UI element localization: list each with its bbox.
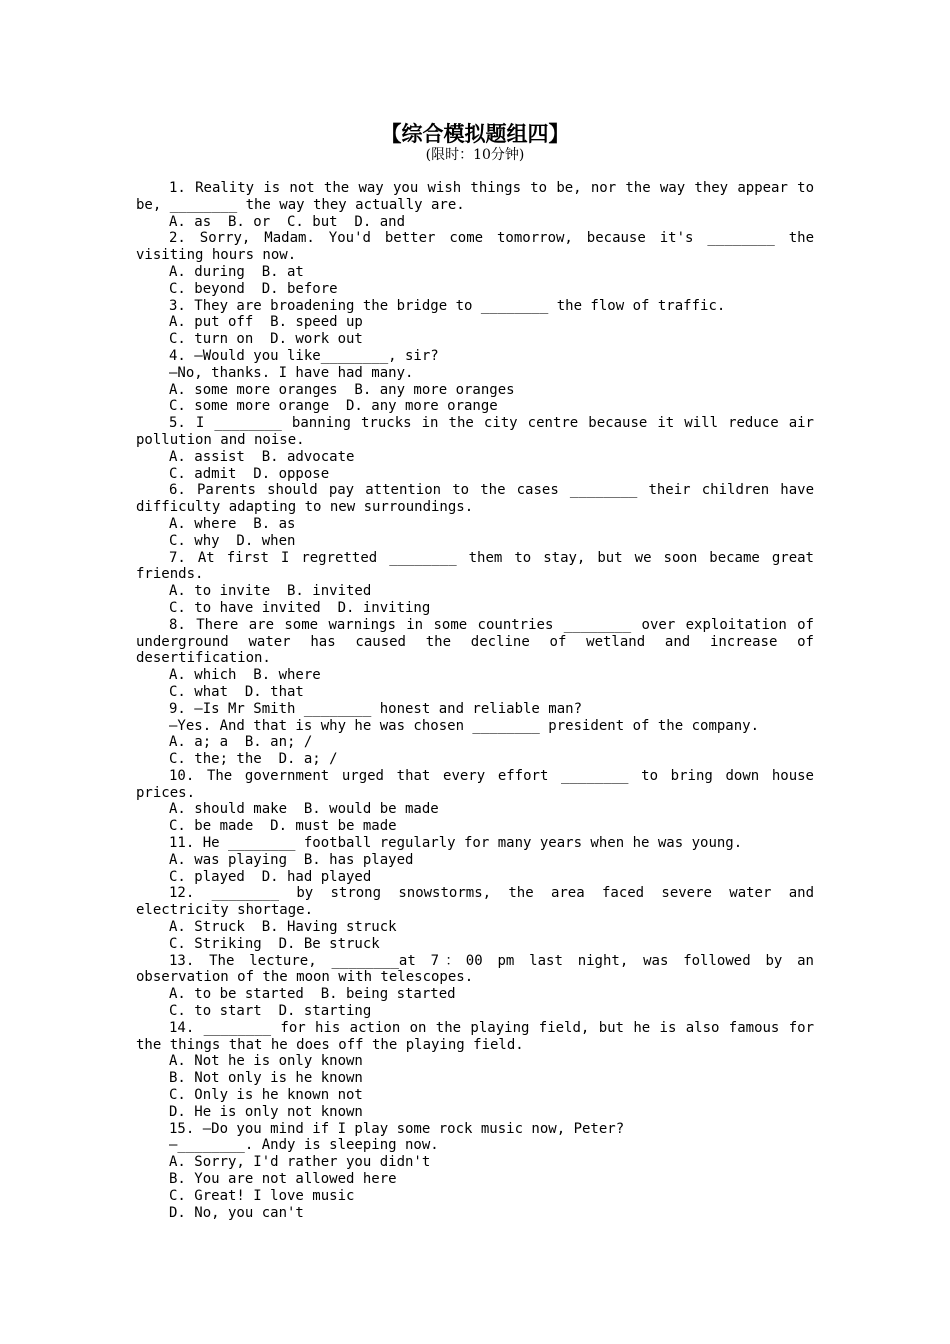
answer-options: C. turn on D. work out: [169, 331, 363, 348]
question-12: [136, 885, 814, 952]
question-list: [136, 180, 814, 1221]
answer-options: A. during B. at: [169, 263, 304, 280]
question-stem: 11. He ________ football regularly for many years when he was young.: [169, 835, 743, 852]
question-11: [136, 835, 814, 885]
question-stem: 13. The lecture, ________at 7：00 pm last night, was followed by an observation of the moon with telescopes.: [136, 952, 814, 986]
question-8: [136, 617, 814, 701]
question-4: [136, 348, 814, 415]
answer-options: C. Striking D. Be struck: [169, 935, 380, 952]
question-dialogue-line: —Yes. And that is why he was chosen ________ president of the company.: [169, 717, 760, 734]
question-1: [136, 180, 814, 230]
answer-options: C. the; the D. a; /: [169, 751, 338, 768]
answer-options: D. No, you can't: [169, 1204, 304, 1221]
answer-options: C. be made D. must be made: [169, 818, 397, 835]
time-limit: (限时：10分钟): [425, 147, 525, 163]
question-stem: 7. At first I regretted ________ them to stay, but we soon became great friends.: [136, 549, 814, 583]
answer-options: D. He is only not known: [169, 1103, 363, 1120]
answer-options: A. a; a B. an; /: [169, 734, 313, 751]
answer-options: A. where B. as: [169, 515, 296, 532]
question-stem: 15. —Do you mind if I play some rock music now, Peter?: [169, 1120, 625, 1137]
answer-options: A. to be started B. being started: [169, 986, 456, 1003]
answer-options: B. Not only is he known: [169, 1070, 363, 1087]
answer-options: B. You are not allowed here: [169, 1171, 397, 1188]
question-7: [136, 550, 814, 617]
question-3: [136, 298, 814, 348]
question-stem: 4. —Would you like________, sir?: [169, 347, 439, 364]
question-9: [136, 701, 814, 768]
answer-options: A. was playing B. has played: [169, 851, 414, 868]
answer-options: A. assist B. advocate: [169, 448, 355, 465]
answer-options: A. some more oranges B. any more oranges: [169, 381, 515, 398]
answer-options: C. why D. when: [169, 532, 296, 549]
answer-options: A. which B. where: [169, 667, 321, 684]
question-stem: 5. I ________ banning trucks in the city centre because it will reduce air pollution and noise.: [136, 415, 814, 448]
question-stem: 9. —Is Mr Smith ________ honest and reliable man?: [169, 700, 583, 717]
answer-options: A. should make B. would be made: [169, 801, 439, 818]
answer-options: A. put off B. speed up: [169, 314, 363, 331]
answer-options: C. Only is he known not: [169, 1087, 363, 1104]
answer-options: A. Struck B. Having struck: [169, 919, 397, 936]
answer-options: A. Not he is only known: [169, 1053, 363, 1070]
question-stem: 1. Reality is not the way you wish things to be, nor the way they appear to be, ________ the way they actually are.: [136, 180, 814, 213]
answer-options: C. admit D. oppose: [169, 465, 330, 482]
question-5: [136, 415, 814, 482]
question-stem: 2. Sorry, Madam. You'd better come tomorrow, because it's ________ the visiting hours now.: [136, 230, 814, 264]
answer-options: C. to start D. starting: [169, 1003, 372, 1020]
question-dialogue-line: —________. Andy is sleeping now.: [169, 1137, 439, 1154]
question-stem: 8. There are some warnings in some countries ________ over exploitation of underground water has caused the decline of wetland and increase of desertification.: [136, 616, 814, 667]
answer-options: C. Great! I love music: [169, 1187, 355, 1204]
answer-options: A. Sorry, I'd rather you didn't: [169, 1154, 431, 1171]
question-stem: 3. They are broadening the bridge to ________ the flow of traffic.: [169, 297, 726, 314]
answer-options: A. to invite B. invited: [169, 583, 372, 600]
question-10: [136, 768, 814, 835]
question-15: [136, 1121, 814, 1222]
answer-options: C. some more orange D. any more orange: [169, 398, 498, 415]
question-dialogue-line: —No, thanks. I have had many.: [169, 364, 414, 381]
answer-options: C. to have invited D. inviting: [169, 599, 431, 616]
answer-options: C. played D. had played: [169, 868, 372, 885]
question-stem: 10. The government urged that every effort ________ to bring down house prices.: [136, 767, 814, 801]
answer-options: C. what D. that: [169, 683, 304, 700]
question-14: [136, 1020, 814, 1121]
question-2: [136, 230, 814, 297]
question-stem: 6. Parents should pay attention to the cases ________ their children have difficulty adapting to new surroundings.: [136, 482, 814, 516]
question-stem: 12. ________ by strong snowstorms, the area faced severe water and electricity shortage.: [136, 885, 814, 919]
question-stem: 14. ________ for his action on the playing field, but he is also famous for the things that he does off the playing field.: [136, 1019, 814, 1053]
answer-options: C. beyond D. before: [169, 280, 338, 297]
question-6: [136, 482, 814, 549]
answer-options: A. as B. or C. but D. and: [169, 213, 406, 230]
question-13: [136, 953, 814, 1020]
page-title: 【综合模拟题组四】: [380, 121, 570, 146]
